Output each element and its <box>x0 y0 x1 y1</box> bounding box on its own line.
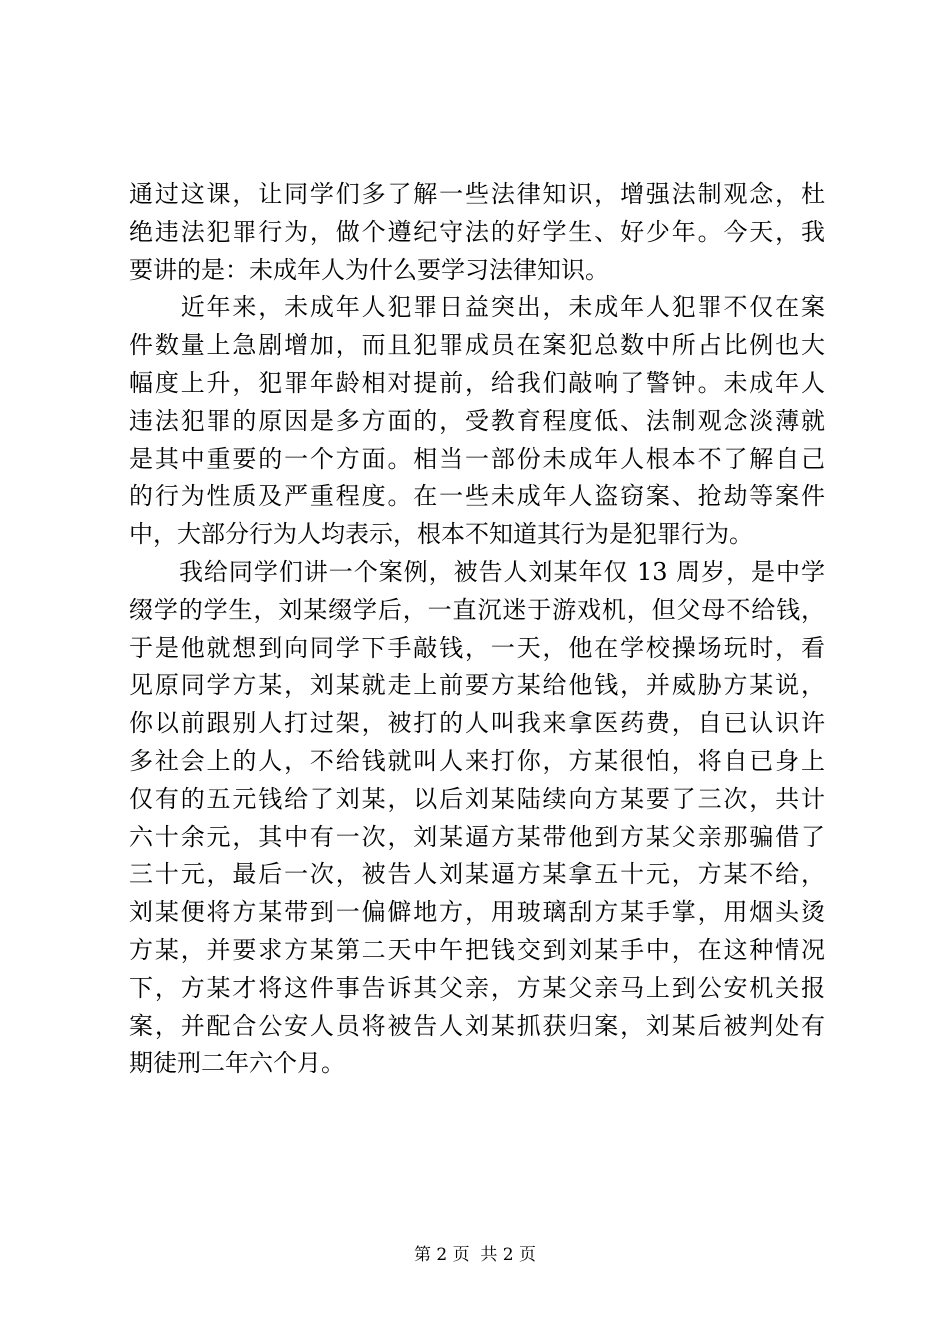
text-line: 期徒刑二年六个月。 <box>129 1049 345 1078</box>
page-footer <box>0 1244 950 1266</box>
text-line: 多社会上的人，不给钱就叫人来打你，方某很怕，将自已身上 <box>129 746 825 775</box>
text-line: 要讲的是：未成年人为什么要学习法律知识。 <box>129 255 609 284</box>
text-line: 下，方某才将这件事告诉其父亲，方某父亲马上到公安机关报 <box>129 973 825 1002</box>
text-line: 六十余元，其中有一次，刘某逼方某带他到方某父亲那骗借了 <box>129 822 825 851</box>
text-line: 我给同学们讲一个案例，被告人刘某年仅 13 周岁，是中学 <box>129 557 825 586</box>
text-line: 中，大部分行为人均表示，根本不知道其行为是犯罪行为。 <box>129 520 753 549</box>
document-body <box>129 176 825 1083</box>
text-line: 缀学的学生，刘某缀学后，一直沉迷于游戏机，但父母不给钱， <box>129 595 825 624</box>
text-line: 近年来，未成年人犯罪日益突出，未成年人犯罪不仅在案 <box>129 293 825 322</box>
text-line: 仅有的五元钱给了刘某，以后刘某陆续向方某要了三次，共计 <box>129 784 825 813</box>
text-line: 三十元，最后一次，被告人刘某逼方某拿五十元，方某不给， <box>129 860 825 889</box>
text-line: 绝违法犯罪行为，做个遵纪守法的好学生、好少年。今天，我 <box>129 217 825 246</box>
text-line: 违法犯罪的原因是多方面的，受教育程度低、法制观念淡薄就 <box>129 406 825 435</box>
text-line: 的行为性质及严重程度。在一些未成年人盗窃案、抢劫等案件 <box>129 482 825 511</box>
text-line: 于是他就想到向同学下手敲钱，一天，他在学校操场玩时，看 <box>129 633 825 662</box>
text-line: 幅度上升，犯罪年龄相对提前，给我们敲响了警钟。未成年人 <box>129 368 825 397</box>
text-line: 是其中重要的一个方面。相当一部份未成年人根本不了解自己 <box>129 444 825 473</box>
text-line: 件数量上急剧增加，而且犯罪成员在案犯总数中所占比例也大 <box>129 331 825 360</box>
text-line: 你以前跟别人打过架，被打的人叫我来拿医药费，自已认识许 <box>129 709 825 738</box>
text-line: 通过这课，让同学们多了解一些法律知识，增强法制观念，杜 <box>129 180 825 208</box>
text-line: 见原同学方某，刘某就走上前要方某给他钱，并威胁方某说， <box>129 671 825 700</box>
page-number: 第 2 页 共 2 页 <box>413 1245 537 1265</box>
text-line: 刘某便将方某带到一偏僻地方，用玻璃刮方某手掌，用烟头烫 <box>129 898 825 927</box>
text-line: 案，并配合公安人员将被告人刘某抓获归案，刘某后被判处有 <box>129 1011 825 1040</box>
text-line: 方某，并要求方某第二天中午把钱交到刘某手中，在这种情况 <box>129 935 825 964</box>
